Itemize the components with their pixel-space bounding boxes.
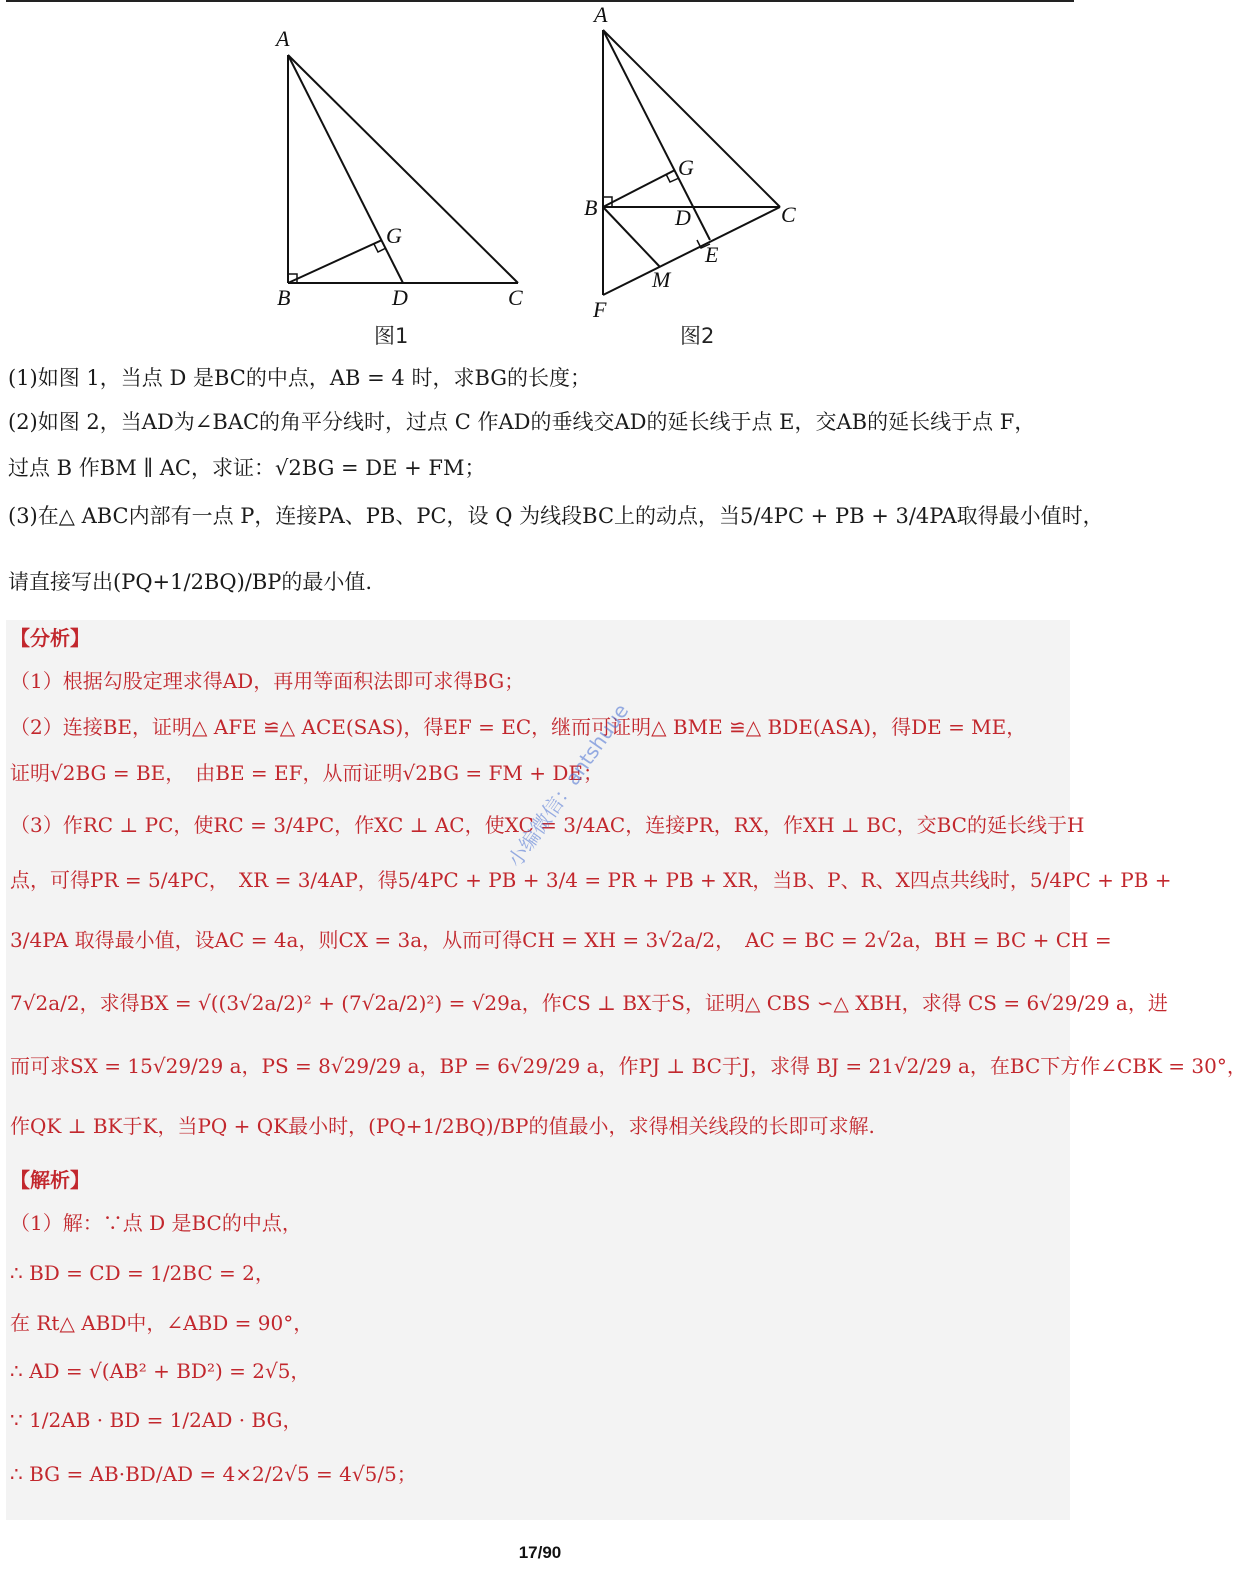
figure-1-caption: 图1 <box>374 324 409 348</box>
solution-line: ∵ 1/2AB · BD = 1/2AD · BG， <box>10 1408 303 1432</box>
fig2-label-b: B <box>584 195 598 220</box>
solution-line: ∴ AD = √(AB² + BD²) = 2√5， <box>10 1359 311 1383</box>
problem-line-4: (3)在△ ABC内部有一点 P，连接PA、PB、PC，设 Q 为线段BC上的动点，当5/4PC + PB + 3/4PA取得最小值时， <box>8 504 1104 528</box>
fig2-label-a: A <box>594 2 608 27</box>
analysis-line: 作QK ⊥ BK于K，当PQ + QK最小时，(PQ+1/2BQ)/BP的值最小，求得相关线段的长即可求解. <box>10 1114 875 1138</box>
watermark: 小编微信：antshuue <box>502 699 634 872</box>
analysis-line: 点，可得PR = 5/4PC， XR = 3/4AP，得5/4PC + PB + 3/4 = PR + PB + XR，当B、P、R、X四点共线时，5/4PC + PB + <box>10 868 1172 892</box>
solution-heading: 【解析】 <box>10 1168 90 1192</box>
problem-line-5: 请直接写出(PQ+1/2BQ)/BP的最小值. <box>8 570 373 594</box>
fig1-label-c: C <box>508 285 523 310</box>
analysis-line: 而可求SX = 15√29/29 a，PS = 8√29/29 a，BP = 6√29/29 a，作PJ ⊥ BC于J，求得 BJ = 21√2/29 a，在BC下方作∠CBK = 30°， <box>10 1054 1247 1078</box>
fig2-label-f: F <box>593 297 607 322</box>
solution-line: ∴ BG = AB·BD/AD = 4×2/2√5 = 4√5/5； <box>10 1462 417 1486</box>
fig2-label-d: D <box>675 205 691 230</box>
figure-2-caption: 图2 <box>680 324 715 348</box>
analysis-line: 7√2a/2，求得BX = √((3√2a/2)² + (7√2a/2)²) = √29a，作CS ⊥ BX于S，证明△ CBS ∽△ XBH，求得 CS = 6√29/29 a，进 <box>10 991 1168 1015</box>
analysis-heading: 【分析】 <box>10 626 90 650</box>
fig2-label-e: E <box>705 242 719 267</box>
analysis-block <box>6 620 1247 1520</box>
analysis-line: （1）根据勾股定理求得AD，再用等面积法即可求得BG； <box>10 669 525 693</box>
problem-line-3: 过点 B 作BM ∥ AC，求证：√2BG = DE + FM； <box>8 456 486 480</box>
solution-line: （1）解：∵点 D 是BC的中点， <box>10 1211 302 1235</box>
figure-1-labels <box>274 26 523 310</box>
fig2-label-m: M <box>652 267 671 292</box>
problem-line-1: (1)如图 1，当点 D 是BC的中点，AB = 4 时，求BG的长度； <box>8 366 592 390</box>
fig1-label-g: G <box>386 223 402 248</box>
analysis-line: 证明√2BG = BE， 由BE = EF，从而证明√2BG = FM + DE； <box>10 761 603 785</box>
solution-line: 在 Rt△ ABD中，∠ABD = 90°， <box>10 1311 314 1335</box>
geometry-figures <box>0 0 1080 355</box>
solution-line: ∴ BD = CD = 1/2BC = 2， <box>10 1261 275 1285</box>
fig1-label-d: D <box>392 285 408 310</box>
analysis-line: 3/4PA 取得最小值，设AC = 4a，则CX = 3a，从而可得CH = XH = 3√2a/2， AC = BC = 2√2a，BH = BC + CH = <box>10 928 1112 952</box>
analysis-line: （2）连接BE，证明△ AFE ≌△ ACE(SAS)，得EF = EC，继而可证明△ BME ≌△ BDE(ASA)，得DE = ME， <box>10 715 1027 739</box>
fig1-label-b: B <box>277 285 291 310</box>
problem-statement <box>8 362 1104 604</box>
analysis-line: （3）作RC ⊥ PC，使RC = 3/4PC，作XC ⊥ AC，使XC = 3/4AC，连接PR，RX，作XH ⊥ BC，交BC的延长线于H <box>10 813 1085 837</box>
figure-2-labels <box>584 2 796 322</box>
problem-line-2: (2)如图 2，当AD为∠BAC的角平分线时，过点 C 作AD的垂线交AD的延长线于点 E，交AB的延长线于点 F， <box>8 410 1036 434</box>
page-number: 17/90 <box>518 1543 562 1562</box>
fig2-label-c: C <box>781 202 796 227</box>
fig1-label-a: A <box>276 26 290 51</box>
figure-1 <box>288 55 518 283</box>
fig2-label-g: G <box>678 155 694 180</box>
